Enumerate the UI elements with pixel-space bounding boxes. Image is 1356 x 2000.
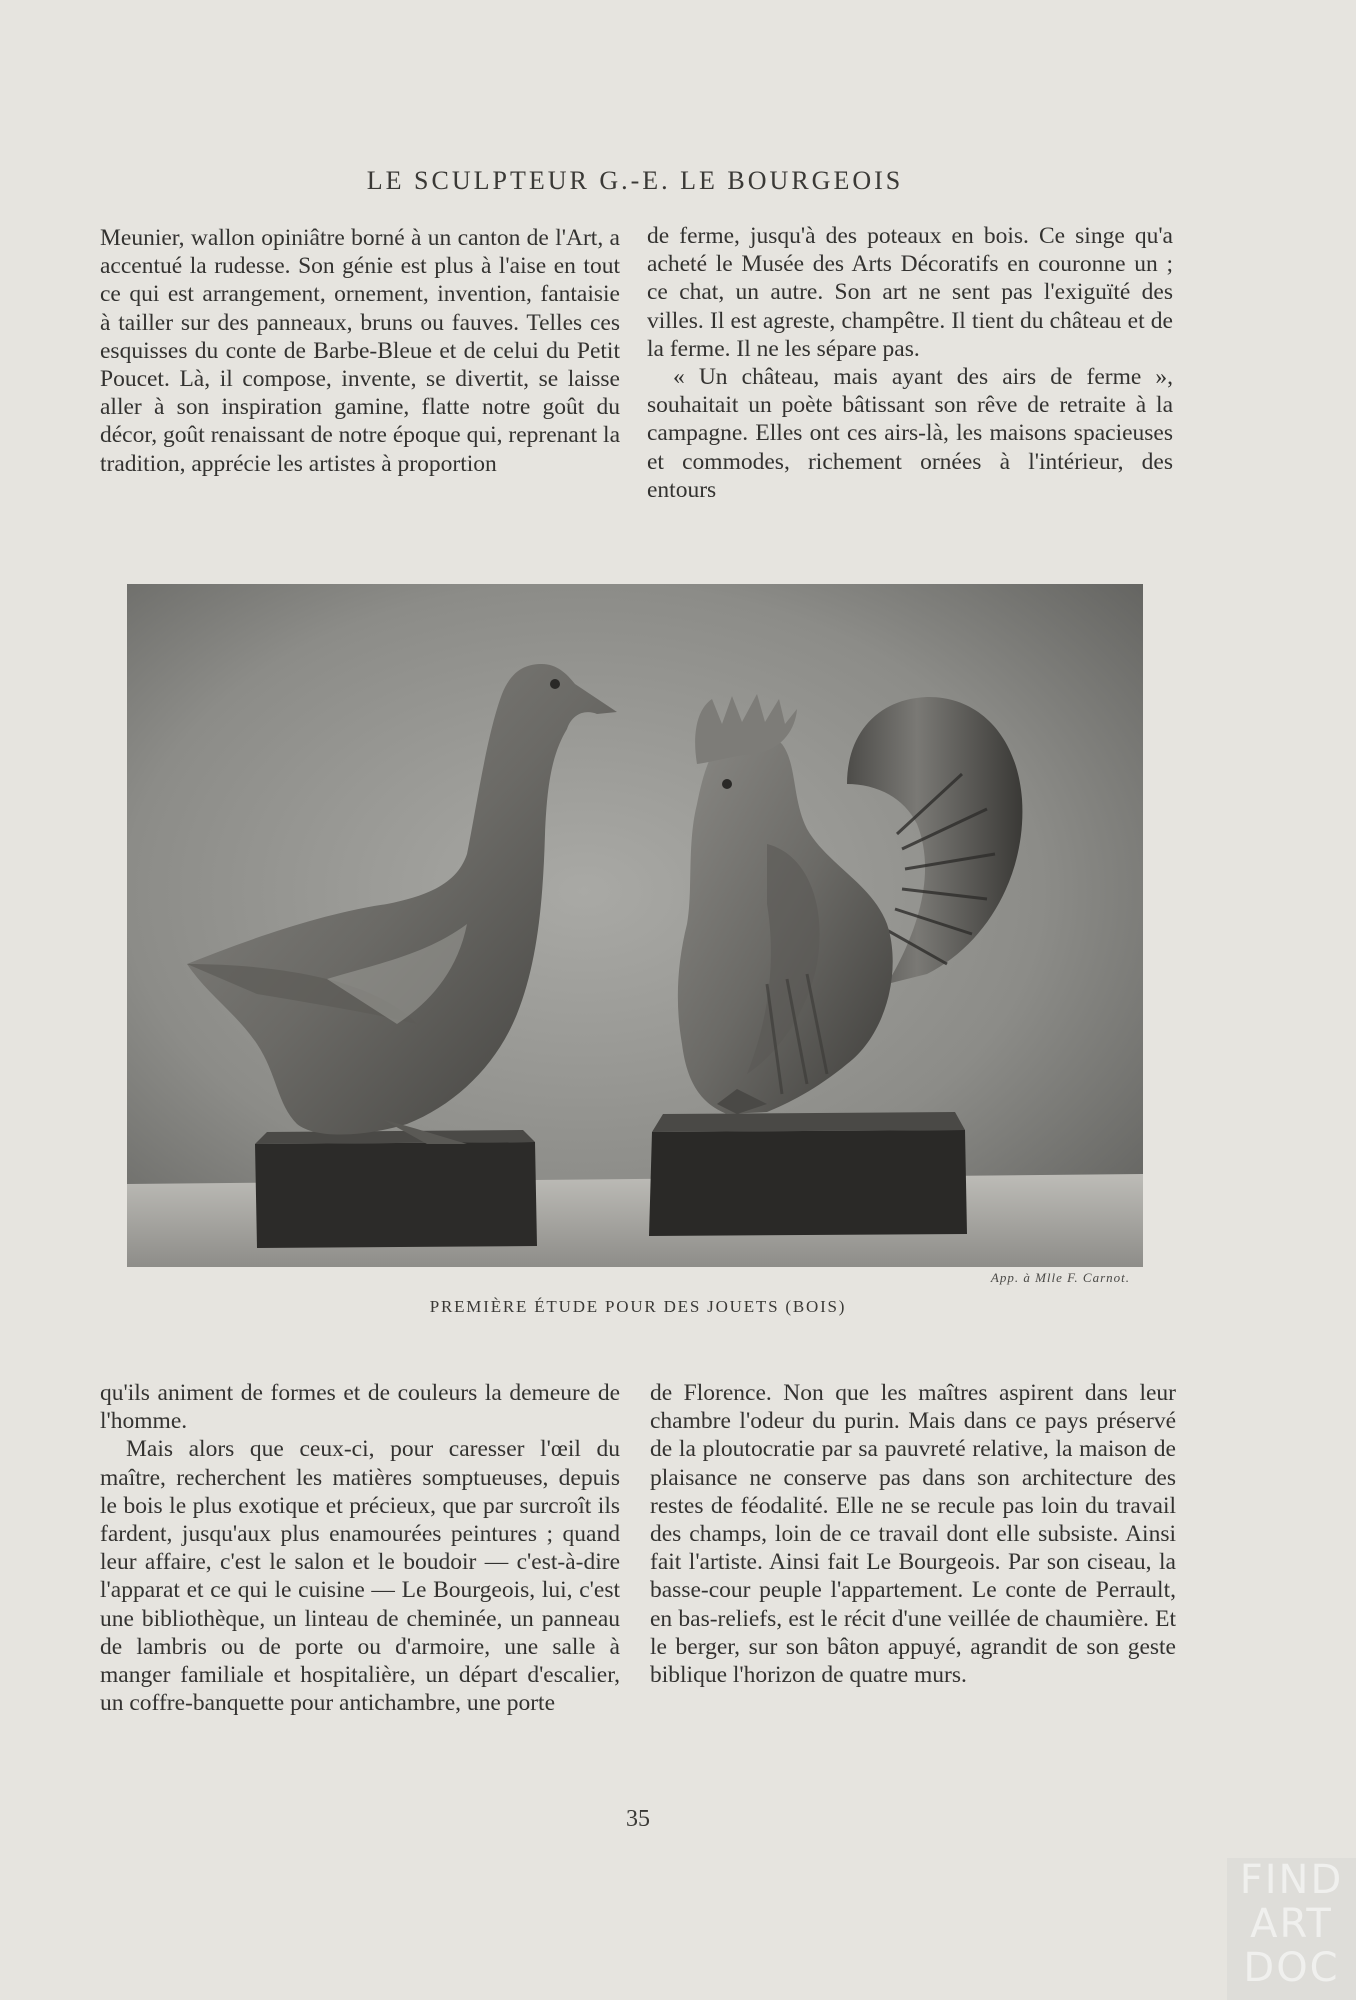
photo-credit: App. à Mlle F. Carnot. <box>990 1270 1130 1285</box>
paragraph: Mais alors que ceux-ci, pour caresser l'œil du maître, recherchent les matières somptueuses, depuis le bois le plus exotique et précieux, que par surcroît ils fardent, jusqu'aux plus enamourées peintures ; quand leur affaire, c'est le salon et le boudoir — c'est-à-dire l'apparat et ce qui le cuisine — Le Bourgeois, lui, c'est une bibliothèque, un linteau de cheminée, un panneau de lambris ou de porte ou d'armoire, une salle à manger familiale et hospitalière, un départ d'escalier, un coffre-banquette pour antichambre, une porte <box>100 1436 620 1717</box>
paragraph: « Un château, mais ayant des airs de ferme », souhaitait un poète bâtissant son rêve de retraite à la campagne. Elles ont ces airs-là, les maisons spacieuses et commodes, richement ornées à l'intérieur, des entours <box>647 364 1173 503</box>
bottom-left-column <box>100 1379 620 1717</box>
watermark-line: DOC <box>1243 1945 1340 1991</box>
top-right-column <box>647 222 1173 504</box>
paragraph: Meunier, wallon opiniâtre borné à un canton de l'Art, a accentué la rudesse. Son génie est plus à l'aise en tout ce qui est arrangement, ornement, invention, fantaisie à tailler sur des panneaux, bruns ou fauves. Telles ces esquisses du conte de Barbe-Bleue et de celui du Petit Poucet. Là, il compose, invente, se divertit, se laisse aller à son inspiration gamine, flatte notre goût du décor, goût renaissant de notre époque qui, reprenant la tradition, apprécie les artistes à proportion <box>100 225 620 477</box>
top-left-column <box>100 224 620 478</box>
paragraph: qu'ils animent de formes et de couleurs la demeure de l'homme. <box>100 1380 620 1435</box>
paragraph: de ferme, jusqu'à des poteaux en bois. Ce singe qu'a acheté le Musée des Arts Décoratifs en couronne un ; ce chat, un autre. Son art ne sent pas l'exiguïté des villes. Il est agreste, champêtre. Il tient du château et de la ferme. Il ne les sépare pas. <box>647 223 1173 362</box>
figure-caption: PREMIÈRE ÉTUDE POUR DES JOUETS (BOIS) <box>429 1297 847 1316</box>
sculpture-photograph <box>127 584 1143 1267</box>
watermark-logo <box>1227 1858 1356 2000</box>
watermark-line: FIND <box>1239 1857 1344 1903</box>
page-number: 35 <box>626 1806 650 1832</box>
paragraph: de Florence. Non que les maîtres aspirent dans leur chambre l'odeur du purin. Mais dans ce pays préservé de la ploutocratie par sa pauvreté relative, la maison de plaisance ne conserve pas dans son architecture des restes de féodalité. Elle ne se recule pas loin du travail des champs, loin de ce travail dont elle subsiste. Ainsi fait l'artiste. Ainsi fait Le Bourgeois. Par son ciseau, la basse-cour peuple l'appartement. Le conte de Perrault, en bas-reliefs, est le récit d'une veillée de chaumière. Et le berger, sur son bâton appuyé, agrandit de son geste biblique l'horizon de quatre murs. <box>650 1380 1176 1689</box>
watermark-line: ART <box>1250 1901 1333 1947</box>
bottom-right-column <box>650 1379 1176 1689</box>
running-title: LE SCULPTEUR G.-E. LE BOURGEOIS <box>366 166 904 195</box>
